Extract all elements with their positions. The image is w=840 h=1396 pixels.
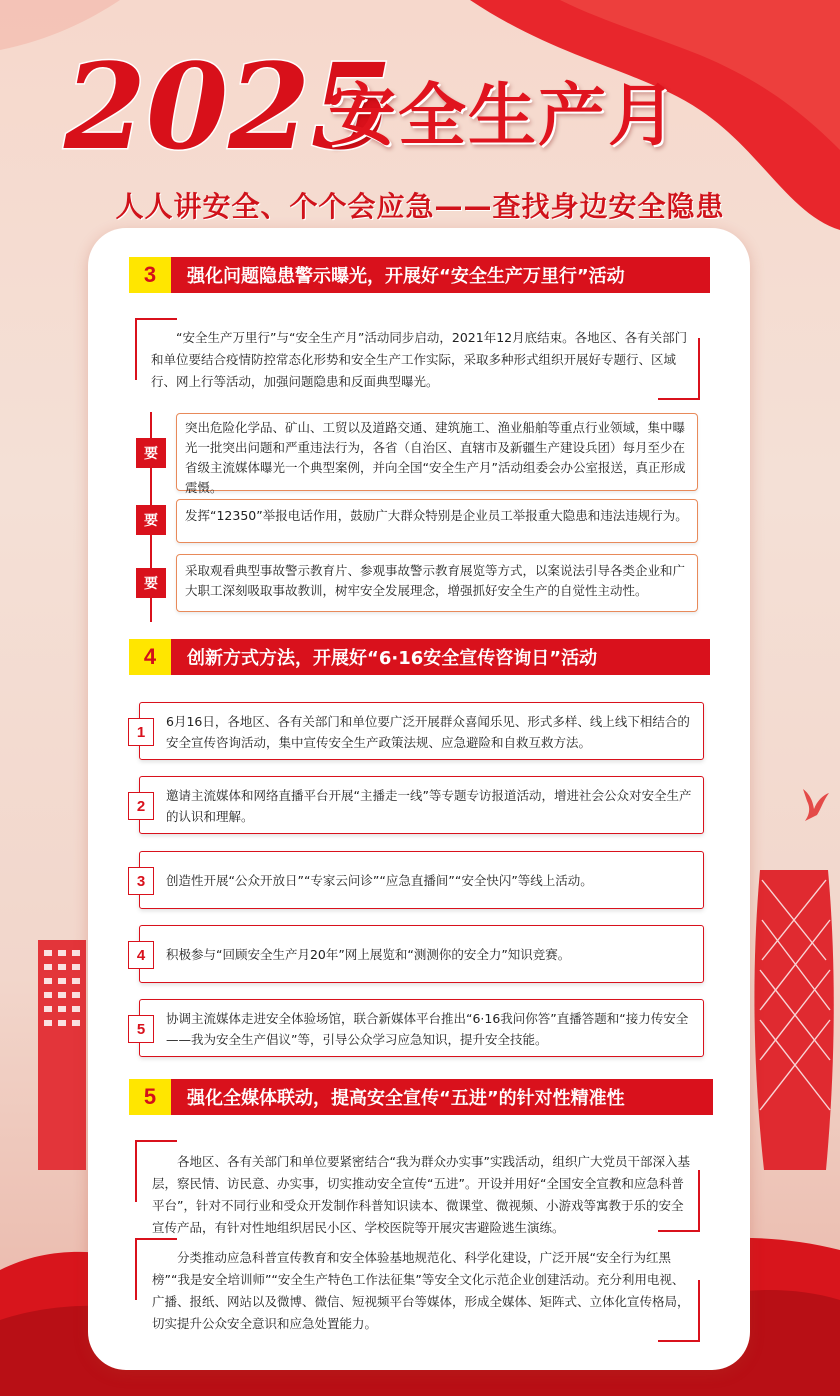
left-building-decoration — [38, 940, 86, 1170]
right-tower-decoration — [754, 870, 833, 1170]
page-subtitle: 人人讲安全、个个会应急——查找身边安全隐患 — [115, 190, 725, 223]
section-number: 5 — [129, 1079, 171, 1115]
item-text: 6月16日，各地区、各有关部门和单位要广泛开展群众喜闻乐见、形式多样、线上线下相结合的安全宣传咨询活动，集中宣传安全生产政策法规、应急避险和自救互救方法。 — [166, 714, 690, 750]
numbered-item — [136, 851, 704, 909]
item-number: 2 — [128, 792, 154, 820]
section-4-header — [129, 639, 710, 675]
item-number: 5 — [128, 1015, 154, 1043]
requirement-item: 发挥“12350”举报电话作用，鼓励广大群众特别是企业员工举报重大隐患和违法违规行为。 — [176, 499, 698, 543]
year-calligraphy — [58, 37, 393, 176]
requirement-item: 采取观看典型事故警示教育片、参观事故警示教育展览等方式，以案说法引导各类企业和广大职工深刻吸取事故教训，树牢安全发展理念，增强抓好安全生产的自觉性主动性。 — [176, 554, 698, 612]
section-number: 3 — [129, 257, 171, 293]
requirement-tag: 要 — [136, 505, 166, 535]
item-number: 3 — [128, 867, 154, 895]
section-3-header — [129, 257, 710, 293]
numbered-item — [136, 702, 704, 760]
item-text: 创造性开展“公众开放日”“专家云问诊”“应急直播间”“安全快闪”等线上活动。 — [166, 873, 593, 888]
requirement-tag: 要 — [136, 438, 166, 468]
requirement-item: 突出危险化学品、矿山、工贸以及道路交通、建筑施工、渔业船舶等重点行业领域，集中曝光一批突出问题和严重违法行为，各省（自治区、直辖市及新疆生产建设兵团）每月至少在省级主流媒体曝光一个典型案例，并向全国“安全生产月”活动组委会办公室报送，真正形成震慑。 — [176, 413, 698, 491]
section-number: 4 — [129, 639, 171, 675]
section-3-intro: “安全生产万里行”与“安全生产月”活动同步启动，2021年12月底结束。各地区、各有关部门和单位要结合疫情防控常态化形势和安全生产工作实际，采取多种形式组织开展好专题行、区域行、网上行等活动，加强问题隐患和反面典型曝光。 — [151, 330, 688, 389]
item-text: 邀请主流媒体和网络直播平台开展“主播走一线”等专题专访报道活动，增进社会公众对安全生产的认识和理解。 — [166, 788, 692, 824]
section-5-paragraph: 各地区、各有关部门和单位要紧密结合“我为群众办实事”实践活动，组织广大党员干部深入基层，察民情、访民意、办实事，切实推动安全宣传“五进”。开设并用好“全国安全宣教和应急科普平台”，针对不同行业和受众开发制作科普知识读本、微课堂、微视频、小游戏等寓教于乐的安全宣传产品，有针对性地组织居民小区、学校医院等开展灾害避险逃生演练。 — [152, 1154, 690, 1235]
page-title: 安全生产月 — [328, 77, 679, 156]
requirement-tag: 要 — [136, 568, 166, 598]
numbered-item — [136, 999, 704, 1057]
section-title: 创新方式方法，开展好“6·16安全宣传咨询日”活动 — [171, 639, 710, 675]
numbered-item — [136, 776, 704, 834]
dove-icon — [797, 783, 831, 823]
numbered-item — [136, 925, 704, 983]
item-number: 4 — [128, 941, 154, 969]
item-text: 协调主流媒体走进安全体验场馆，联合新媒体平台推出“6·16我问你答”直播答题和“接力传安全——我为安全生产倡议”等，引导公众学习应急知识，提升安全技能。 — [166, 1011, 689, 1047]
section-5-header — [129, 1079, 713, 1115]
header — [0, 0, 840, 230]
svg-text:2025: 2025 — [64, 37, 393, 176]
section-title: 强化全媒体联动，提高安全宣传“五进”的针对性精准性 — [171, 1079, 713, 1115]
item-text: 积极参与“回顾安全生产月20年”网上展览和“测测你的安全力”知识竞赛。 — [166, 947, 571, 962]
item-number: 1 — [128, 718, 154, 746]
section-title: 强化问题隐患警示曝光，开展好“安全生产万里行”活动 — [171, 257, 710, 293]
section-5-paragraph: 分类推动应急科普宣传教育和安全体验基地规范化、科学化建设，广泛开展“安全行为红黑榜”“我是安全培训师”“安全生产特色工作法征集”等安全文化示范企业创建活动。充分利用电视、广播、报纸、网站以及微博、微信、短视频平台等媒体，形成全媒体、矩阵式、立体化宣传格局，切实提升公众安全意识和应急处置能力。 — [152, 1250, 690, 1331]
